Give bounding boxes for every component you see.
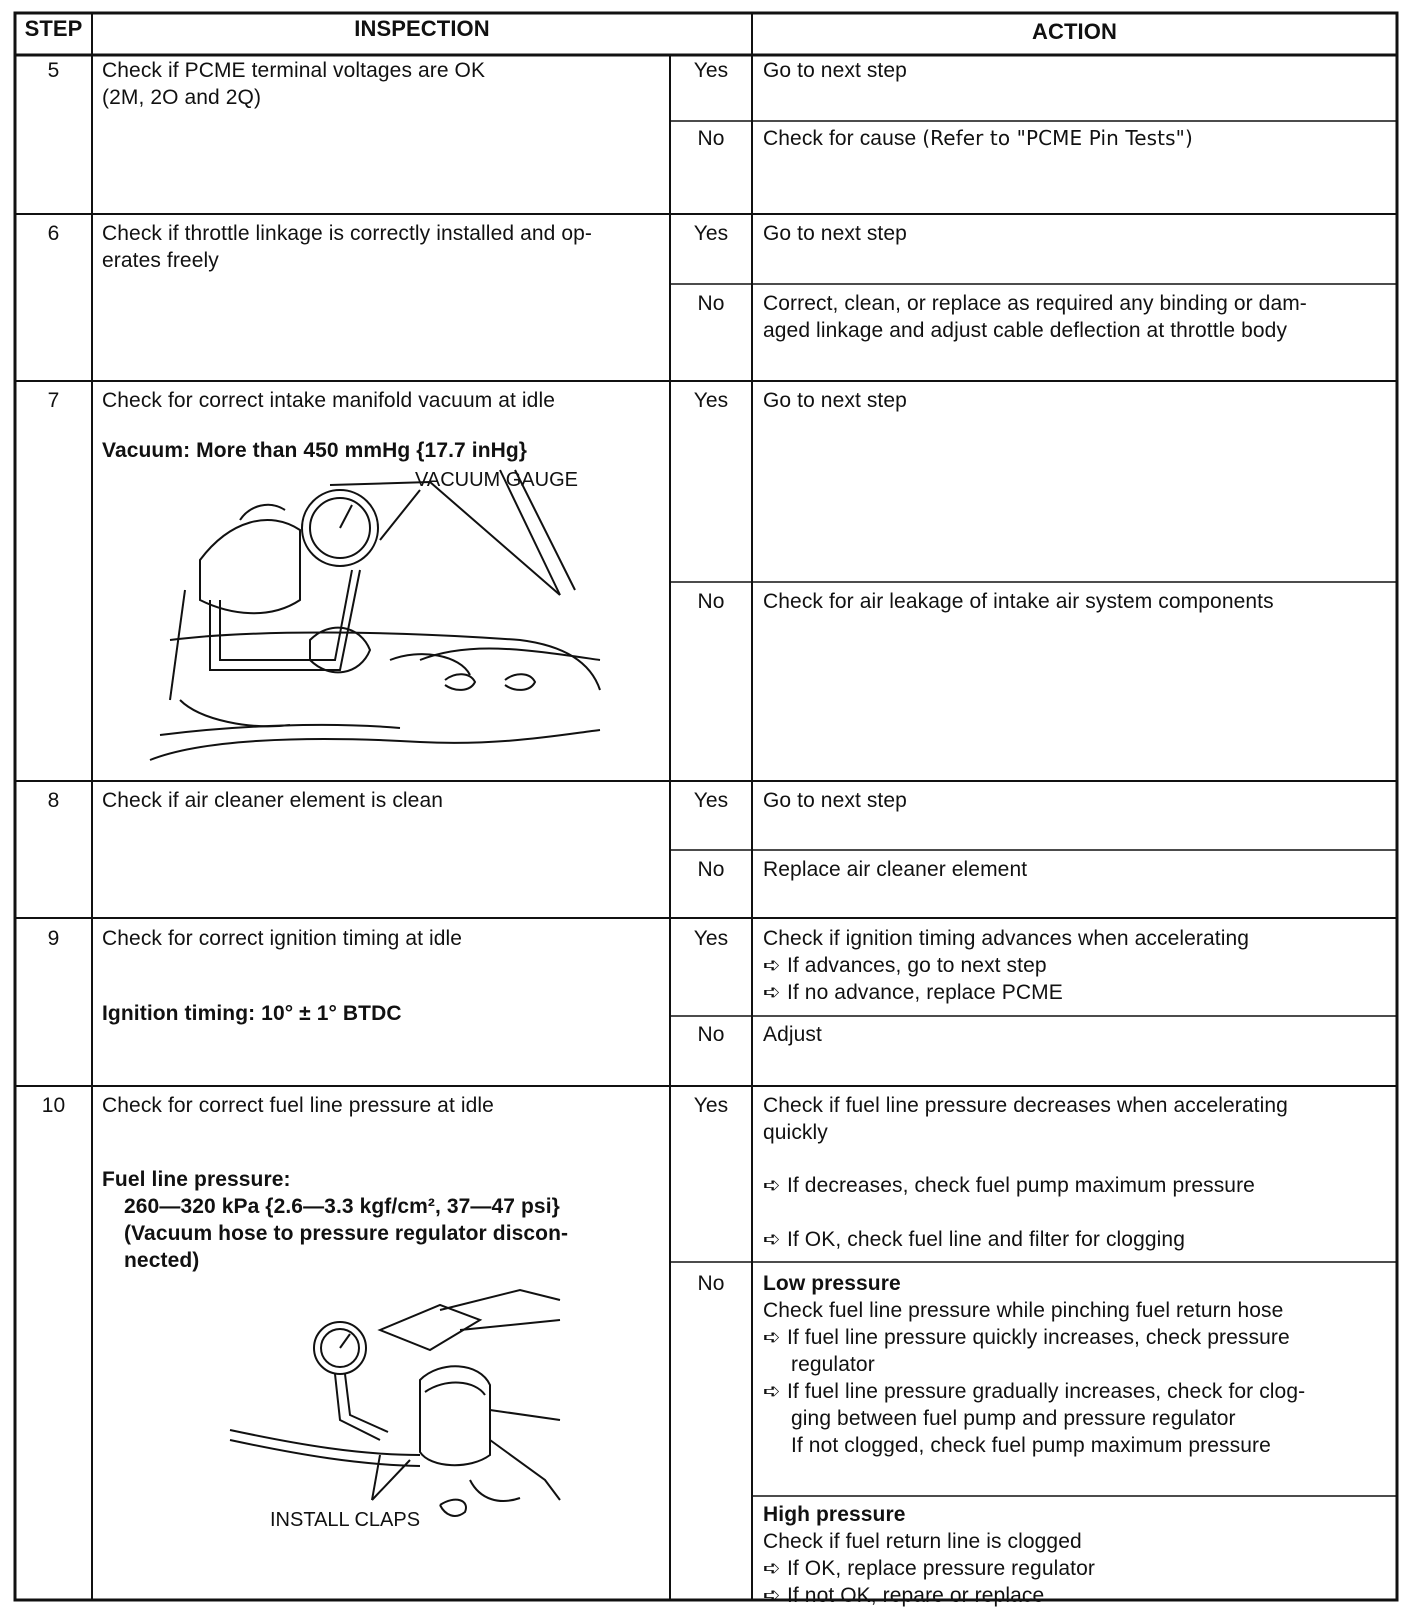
no-label: No [697,1272,725,1295]
arrow-icon: ➪ [763,954,781,977]
no-action: Adjust [763,1023,822,1046]
step-number: 5 [47,59,60,82]
no-label: No [697,1023,725,1046]
inspection-text: Check for correct intake manifold vacuum at idle [102,389,555,412]
arrow-icon: ➪ [763,1228,781,1251]
yes-label: Yes [693,927,729,950]
high-pressure-block: High pressure Check if fuel return line is clogged ➪ If OK, replace pressure regulator ➪ If not OK, repare or replace [763,1503,1095,1607]
yes-action: Check if fuel line pressure decreases when accelerating quickly ➪ If decreases, check fuel pump maximum pressure ➪ If OK, check fuel line and filter for clogging [763,1094,1288,1251]
vacuum-gauge-label: VACUUM GAUGE [415,469,578,491]
yes-action: Go to next step [763,222,907,245]
step-number: 6 [47,222,60,245]
header-action: ACTION [1032,19,1117,44]
arrow-icon: ➪ [763,1380,781,1403]
no-action: Replace air cleaner element [763,858,1028,881]
step-number: 10 [41,1094,66,1117]
inspection-text: Check if throttle linkage is correctly installed and op- erates freely [102,222,592,272]
fuel-pressure-illustration [230,1290,560,1516]
yes-action: Go to next step [763,389,907,412]
ignition-spec: Ignition timing: 10° ± 1° BTDC [102,1002,402,1025]
arrow-icon: ➪ [763,1174,781,1197]
no-label: No [697,590,725,613]
yes-label: Yes [693,789,729,812]
inspection-text: Check for correct fuel line pressure at idle [102,1094,494,1117]
install-claps-label: INSTALL CLAPS [270,1509,421,1531]
no-label: No [697,858,725,881]
no-action: Check for cause (Refer to "PCME Pin Tests") [763,126,1193,150]
step-number: 8 [47,789,60,812]
no-action: Check for air leakage of intake air system components [763,590,1274,613]
arrow-icon: ➪ [763,1584,781,1607]
step-number: 9 [47,927,60,950]
inspection-text: Check if PCME terminal voltages are OK (2M, 2O and 2Q) [102,59,486,109]
header-step: STEP [24,16,83,41]
arrow-icon: ➪ [763,1326,781,1349]
step-number: 7 [47,389,60,412]
yes-action: Go to next step [763,59,907,82]
yes-label: Yes [693,389,729,412]
arrow-icon: ➪ [763,981,781,1004]
arrow-icon: ➪ [763,1557,781,1580]
yes-action: Go to next step [763,789,907,812]
inspection-text: Check if air cleaner element is clean [102,789,444,812]
no-label: No [697,127,725,150]
no-label: No [697,292,725,315]
yes-label: Yes [693,1094,729,1117]
yes-label: Yes [693,222,729,245]
no-action: Correct, clean, or replace as required any binding or dam- aged linkage and adjust cable deflection at throttle body [763,292,1307,342]
fuel-pressure-spec: Fuel line pressure: 260—320 kPa {2.6—3.3 kgf/cm², 37—47 psi} (Vacuum hose to pressure regulator discon- nected) [102,1168,569,1272]
yes-action: Check if ignition timing advances when accelerating ➪ If advances, go to next step ➪ If no advance, replace PCME [763,927,1250,1004]
vacuum-gauge-illustration [150,470,600,760]
header-inspection: INSPECTION [354,16,490,41]
yes-label: Yes [693,59,729,82]
low-pressure-block: Low pressure Check fuel line pressure while pinching fuel return hose ➪ If fuel line pressure quickly increases, check pressure regulator ➪ If fuel line pressure gradually increases, check for clog- ging between fuel pump and pressure regulator If not clogged, check fuel pump maximum pressure [763,1272,1306,1457]
inspection-text: Check for correct ignition timing at idle [102,927,463,950]
vacuum-spec: Vacuum: More than 450 mmHg {17.7 inHg} [102,439,528,462]
